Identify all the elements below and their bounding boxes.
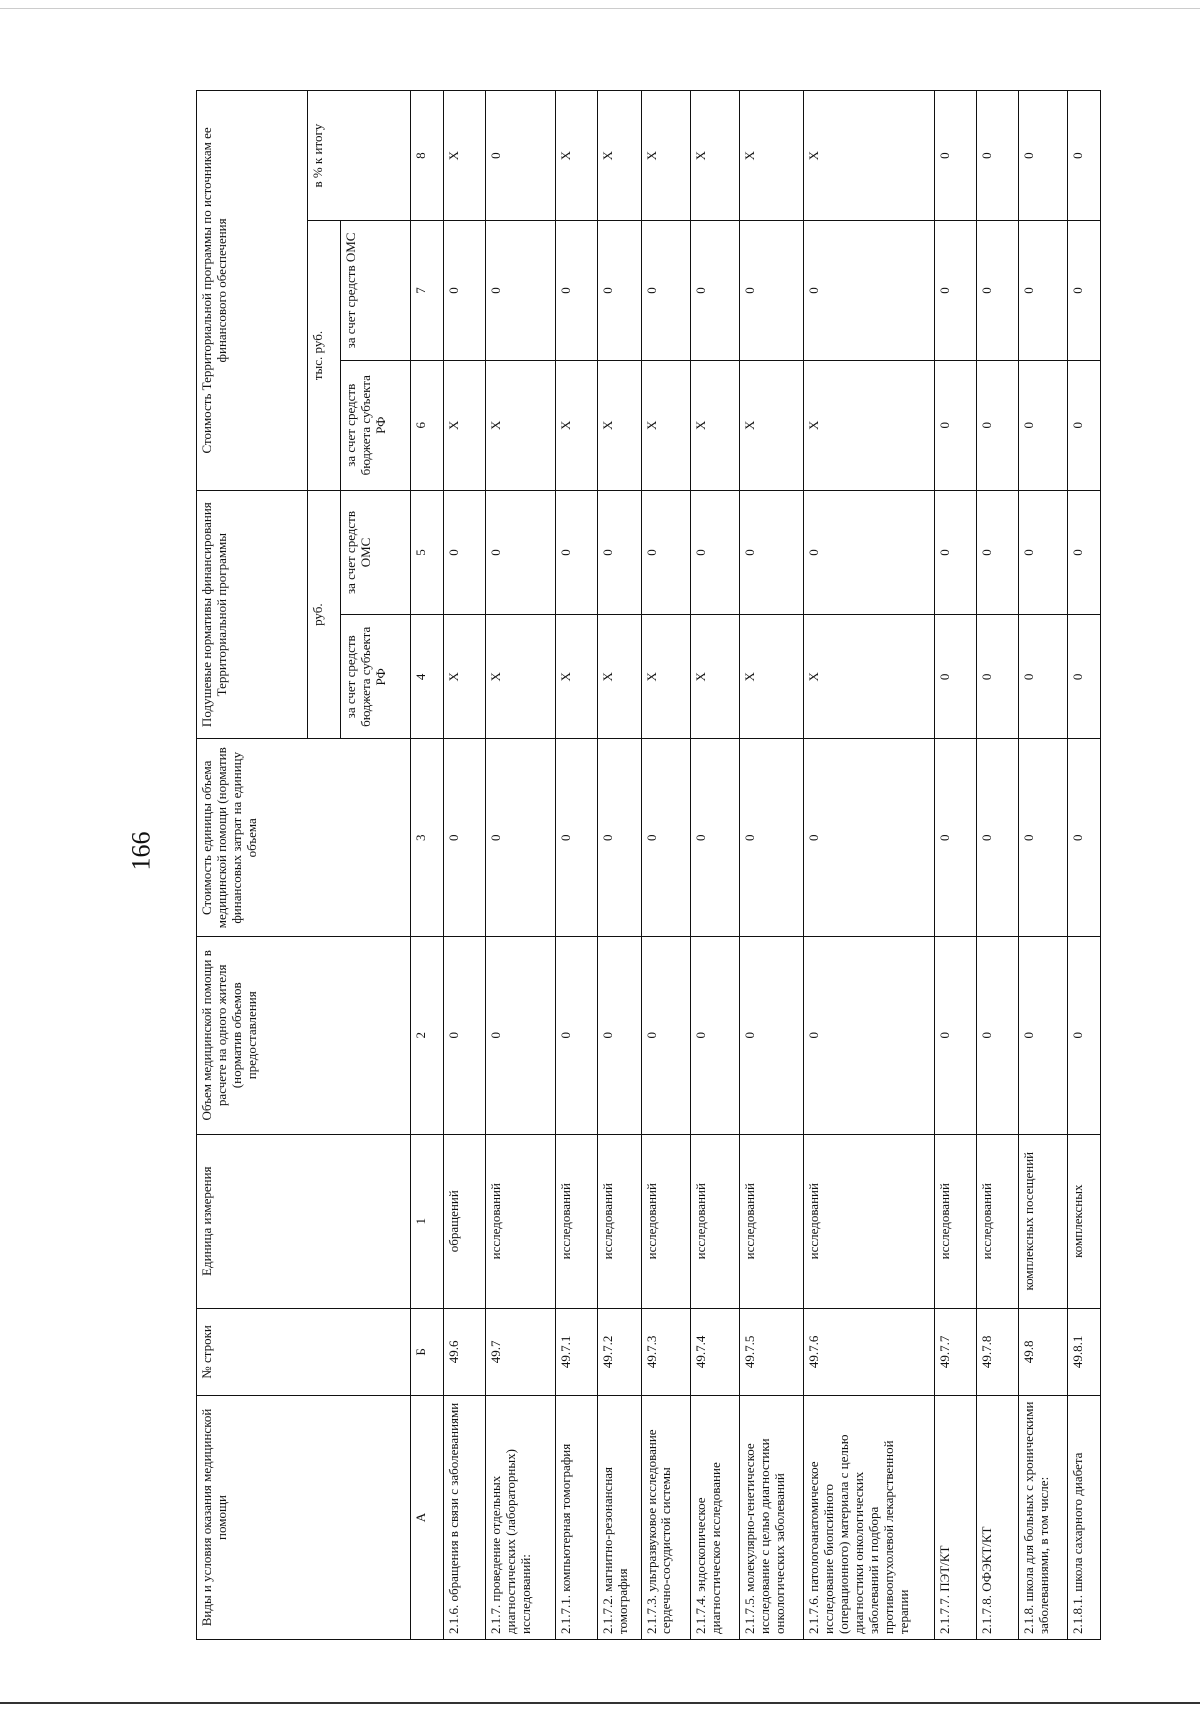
- scan-edge-top: [0, 8, 1200, 9]
- cell-value: Х: [739, 91, 803, 221]
- cell-value: 0: [739, 937, 803, 1135]
- colnum: 6: [411, 360, 444, 490]
- row-code: 49.8.1: [1068, 1308, 1101, 1395]
- cell-value: 0: [976, 221, 1018, 360]
- cell-value: 0: [443, 739, 485, 937]
- row-unit: исследований: [976, 1134, 1018, 1308]
- cell-value: 0: [443, 221, 485, 360]
- cell-value: 0: [976, 91, 1018, 221]
- cell-value: 0: [641, 490, 690, 614]
- row-name: 2.1.7.6. патологоанатомическое исследование биопсийного (операционного) материала с целью диагностики онкологических заболеваний и подбора противоопухолевой лекарственной терапии: [804, 1395, 935, 1639]
- row-unit: исследований: [486, 1134, 556, 1308]
- header-oms: за счет средств ОМС: [340, 490, 410, 614]
- table-row: [556, 91, 598, 1640]
- row-code: 49.7: [486, 1308, 556, 1395]
- cell-value: Х: [598, 91, 641, 221]
- column-numbering-row: [411, 91, 444, 1640]
- row-name: 2.1.6. обращения в связи с заболеваниями: [443, 1395, 485, 1639]
- cell-value: 0: [739, 739, 803, 937]
- header-row-no: № строки: [197, 1308, 411, 1395]
- table-row: [804, 91, 935, 1640]
- row-code: 49.7.6: [804, 1308, 935, 1395]
- cell-value: Х: [641, 615, 690, 739]
- cell-value: Х: [443, 360, 485, 490]
- row-name: 2.1.7.3. ультразвуковое исследование сердечно-сосудистой системы: [641, 1395, 690, 1639]
- colnum: 8: [411, 91, 444, 221]
- cell-value: 0: [934, 937, 976, 1135]
- cell-value: 0: [804, 937, 935, 1135]
- cell-value: Х: [641, 91, 690, 221]
- row-unit: исследований: [598, 1134, 641, 1308]
- row-name: 2.1.7.5. молекулярно-генетическое исследование с целью диагностики онкологических заболеваний: [739, 1395, 803, 1639]
- header-cost: Стоимость Территориальной программы по источникам ее финансового обеспечения: [197, 91, 308, 491]
- header-per-capita: Подушевые нормативы финансирования Территориальной программы: [197, 490, 308, 739]
- cell-value: 0: [641, 739, 690, 937]
- table-row: [690, 91, 739, 1640]
- cell-value: Х: [739, 615, 803, 739]
- row-name: 2.1.7.8. ОФЭКТ/КТ: [976, 1395, 1018, 1639]
- scan-edge-bottom: [0, 1702, 1200, 1704]
- row-name: 2.1.7. проведение отдельных диагностических (лабораторных) исследований:: [486, 1395, 556, 1639]
- row-code: 49.8: [1019, 1308, 1068, 1395]
- cell-value: 0: [598, 490, 641, 614]
- row-unit: исследований: [739, 1134, 803, 1308]
- colnum: 3: [411, 739, 444, 937]
- cell-value: 0: [641, 221, 690, 360]
- cell-value: 0: [1068, 221, 1101, 360]
- cell-value: 0: [486, 221, 556, 360]
- cell-value: 0: [1068, 615, 1101, 739]
- row-code: 49.6: [443, 1308, 485, 1395]
- cell-value: Х: [804, 615, 935, 739]
- cell-value: 0: [486, 739, 556, 937]
- cell-value: 0: [556, 490, 598, 614]
- cell-value: 0: [1068, 739, 1101, 937]
- cell-value: Х: [486, 360, 556, 490]
- cell-value: Х: [739, 360, 803, 490]
- cell-value: 0: [556, 739, 598, 937]
- cell-value: 0: [739, 221, 803, 360]
- header-row-1: [197, 91, 308, 1640]
- cell-value: 0: [1019, 221, 1068, 360]
- row-unit: исследований: [934, 1134, 976, 1308]
- header-rub: руб.: [308, 490, 341, 739]
- cell-value: Х: [641, 360, 690, 490]
- cell-value: 0: [976, 937, 1018, 1135]
- header-kinds: Виды и условия оказания медицинской помощи: [197, 1395, 411, 1639]
- row-name: 2.1.8. школа для больных с хроническими заболеваниями, в том числе:: [1019, 1395, 1068, 1639]
- row-unit: комплексных: [1068, 1134, 1101, 1308]
- table-row: [1068, 91, 1101, 1640]
- cell-value: Х: [804, 360, 935, 490]
- cell-value: 0: [690, 221, 739, 360]
- cell-value: Х: [598, 615, 641, 739]
- cell-value: 0: [486, 91, 556, 221]
- row-name: 2.1.7.7. ПЭТ/КТ: [934, 1395, 976, 1639]
- cell-value: 0: [934, 221, 976, 360]
- table-row: [976, 91, 1018, 1640]
- colnum: А: [411, 1395, 444, 1639]
- row-code: 49.7.8: [976, 1308, 1018, 1395]
- cell-value: 0: [804, 221, 935, 360]
- cell-value: 0: [443, 490, 485, 614]
- table-row: [443, 91, 485, 1640]
- row-code: 49.7.2: [598, 1308, 641, 1395]
- cell-value: 0: [1019, 615, 1068, 739]
- cell-value: Х: [443, 91, 485, 221]
- table-row: [934, 91, 976, 1640]
- cell-value: Х: [443, 615, 485, 739]
- cell-value: 0: [598, 739, 641, 937]
- cell-value: 0: [739, 490, 803, 614]
- cell-value: 0: [976, 615, 1018, 739]
- row-code: 49.7.3: [641, 1308, 690, 1395]
- cell-value: 0: [934, 360, 976, 490]
- row-unit: обращений: [443, 1134, 485, 1308]
- header-volume: Объем медицинской помощи в расчете на одного жителя (норматив объемов предоставления: [197, 937, 411, 1135]
- table-row: [641, 91, 690, 1640]
- colnum: 2: [411, 937, 444, 1135]
- cell-value: Х: [690, 360, 739, 490]
- cell-value: 0: [976, 490, 1018, 614]
- cell-value: 0: [1019, 91, 1068, 221]
- cell-value: 0: [556, 221, 598, 360]
- page-number: 166: [126, 831, 156, 871]
- cell-value: 0: [556, 937, 598, 1135]
- table-row: [739, 91, 803, 1640]
- cell-value: 0: [598, 221, 641, 360]
- cell-value: 0: [486, 490, 556, 614]
- cell-value: 0: [934, 91, 976, 221]
- rotated-table-container: [196, 90, 1101, 1640]
- table-row: [486, 91, 556, 1640]
- cell-value: Х: [556, 91, 598, 221]
- cell-value: 0: [486, 937, 556, 1135]
- cell-value: 0: [443, 937, 485, 1135]
- cell-value: 0: [804, 739, 935, 937]
- row-code: 49.7.4: [690, 1308, 739, 1395]
- cell-value: 0: [598, 937, 641, 1135]
- cell-value: 0: [934, 739, 976, 937]
- cell-value: 0: [641, 937, 690, 1135]
- cell-value: 0: [1068, 360, 1101, 490]
- cell-value: Х: [804, 91, 935, 221]
- cell-value: 0: [934, 615, 976, 739]
- row-unit: исследований: [556, 1134, 598, 1308]
- header-cost-budget: за счет средств бюджета субъекта РФ: [340, 360, 410, 490]
- row-name: 2.1.7.2. магнитно-резонансная томография: [598, 1395, 641, 1639]
- row-code: 49.7.7: [934, 1308, 976, 1395]
- cell-value: 0: [690, 490, 739, 614]
- row-name: 2.1.7.1. компьютерная томография: [556, 1395, 598, 1639]
- cell-value: 0: [690, 937, 739, 1135]
- cell-value: Х: [690, 91, 739, 221]
- cell-value: 0: [934, 490, 976, 614]
- colnum: 5: [411, 490, 444, 614]
- row-unit: исследований: [804, 1134, 935, 1308]
- row-code: 49.7.1: [556, 1308, 598, 1395]
- row-name: 2.1.7.4. эндоскопическое диагностическое исследование: [690, 1395, 739, 1639]
- financing-table: [196, 90, 1101, 1640]
- cell-value: 0: [1068, 937, 1101, 1135]
- row-unit: исследований: [690, 1134, 739, 1308]
- row-unit: комплексных посещений: [1019, 1134, 1068, 1308]
- table-row: [1019, 91, 1068, 1640]
- row-name: 2.1.8.1. школа сахарного диабета: [1068, 1395, 1101, 1639]
- cell-value: 0: [804, 490, 935, 614]
- cell-value: Х: [690, 615, 739, 739]
- cell-value: 0: [1019, 937, 1068, 1135]
- cell-value: 0: [1068, 490, 1101, 614]
- header-unit: Единица измерения: [197, 1134, 411, 1308]
- cell-value: 0: [690, 739, 739, 937]
- cell-value: Х: [556, 615, 598, 739]
- row-unit: исследований: [641, 1134, 690, 1308]
- cell-value: 0: [1019, 490, 1068, 614]
- header-thousand-rub: тыс. руб.: [308, 221, 341, 491]
- header-unit-cost: Стоимость единицы объема медицинской помощи (норматив финансовых затрат на единицу объема: [197, 739, 411, 937]
- header-percent: в % к итогу: [308, 91, 411, 221]
- colnum: 7: [411, 221, 444, 360]
- header-cost-oms: за счет средств ОМС: [340, 221, 410, 360]
- table-row: [598, 91, 641, 1640]
- cell-value: Х: [556, 360, 598, 490]
- colnum: Б: [411, 1308, 444, 1395]
- row-code: 49.7.5: [739, 1308, 803, 1395]
- colnum: 4: [411, 615, 444, 739]
- header-budget-rf: за счет средств бюджета субъекта РФ: [340, 615, 410, 739]
- cell-value: 0: [976, 739, 1018, 937]
- cell-value: 0: [1019, 739, 1068, 937]
- cell-value: 0: [976, 360, 1018, 490]
- cell-value: Х: [598, 360, 641, 490]
- colnum: 1: [411, 1134, 444, 1308]
- cell-value: 0: [1068, 91, 1101, 221]
- cell-value: Х: [486, 615, 556, 739]
- cell-value: 0: [1019, 360, 1068, 490]
